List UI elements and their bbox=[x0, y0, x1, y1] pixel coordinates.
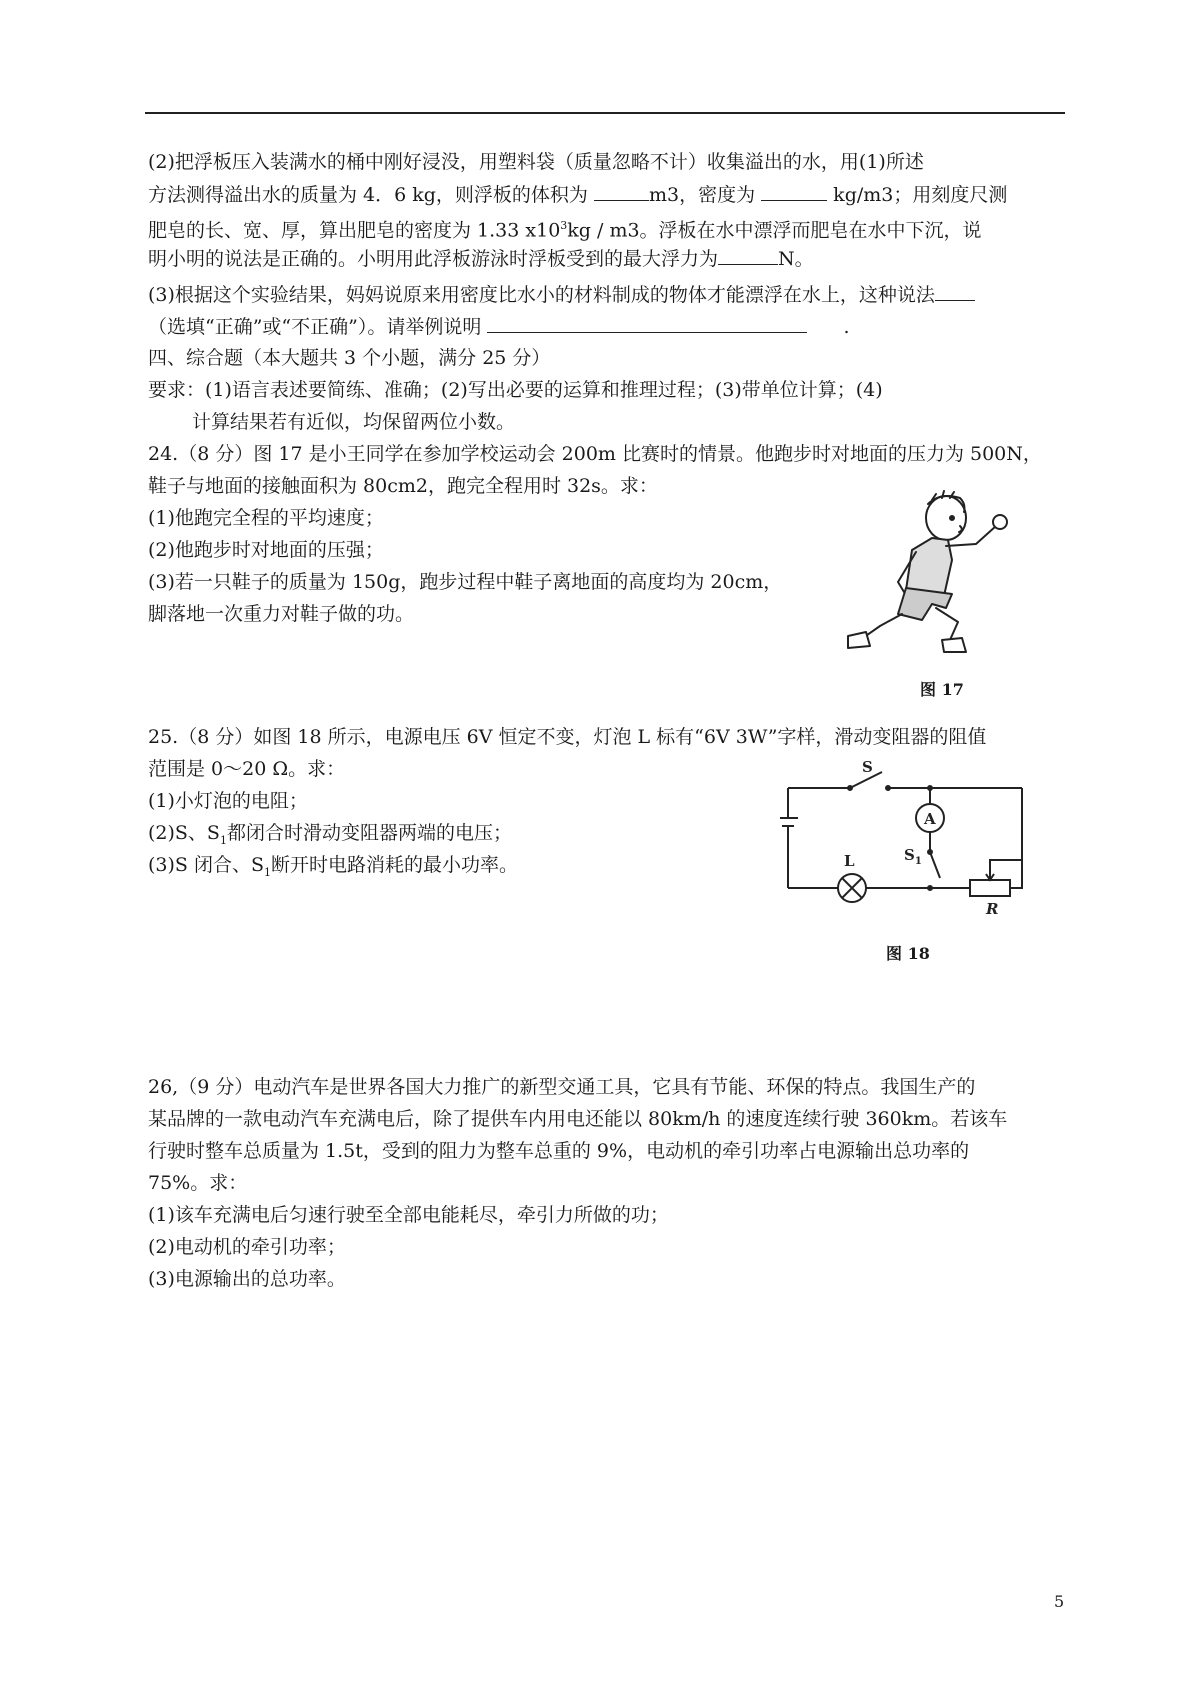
answer-blank-volume bbox=[594, 182, 649, 201]
circuit-label-s1: $S_1$ bbox=[904, 846, 922, 867]
section-requirements-1: 要求：(1)语言表述要简练、准确；(2)写出必要的运算和推理过程；(3)带单位计算；(4) bbox=[148, 379, 883, 401]
answer-blank-density bbox=[761, 182, 827, 201]
q26-line3: 行驶时整车总质量为 1.5t，受到的阻力为整车总重的 9%，电动机的牵引功率占电源输出总功率的 bbox=[148, 1140, 970, 1162]
q25-part1: (1)小灯泡的电阻； bbox=[148, 790, 308, 812]
circuit-label-r: R bbox=[986, 900, 999, 918]
q23-p3-line1: (3)根据这个实验结果，妈妈说原来用密度比水小的材料制成的物体才能漂浮在水上，这种说法 bbox=[148, 282, 975, 307]
header-rule bbox=[145, 112, 1065, 114]
circuit-diagram bbox=[780, 760, 1040, 930]
q23-p2-line2: 方法测得溢出水的质量为 4．6 kg，则浮板的体积为 m3，密度为 kg/m3；用刻度尺测 bbox=[148, 184, 1008, 206]
q25-line1: 25.（8 分）如图 18 所示，电源电压 6V 恒定不变，灯泡 L 标有“6V 3W”字样，滑动变阻器的阻值 bbox=[148, 726, 987, 748]
q23-p2-line1: (2)把浮板压入装满水的桶中刚好浸没，用塑料袋（质量忽略不计）收集溢出的水，用(1)所述 bbox=[148, 151, 924, 173]
answer-blank-buoyancy bbox=[718, 246, 778, 265]
figure-17-caption: 图 17 bbox=[920, 680, 964, 699]
q25-part2: (2)S、$S_1$都闭合时滑动变阻器两端的电压； bbox=[148, 822, 512, 847]
q24-line2: 鞋子与地面的接触面积为 80cm2，跑完全程用时 32s。求： bbox=[148, 475, 658, 497]
q26-line1: 26,（9 分）电动汽车是世界各国大力推广的新型交通工具，它具有节能、环保的特点。我国生产的 bbox=[148, 1076, 976, 1098]
q26-part2: (2)电动机的牵引功率； bbox=[148, 1236, 346, 1258]
runner-figure bbox=[840, 490, 1040, 660]
q24-line1: 24.（8 分）图 17 是小王同学在参加学校运动会 200m 比赛时的情景。他跑步时对地面的压力为 500N， bbox=[148, 443, 1042, 465]
q26-part3: (3)电源输出的总功率。 bbox=[148, 1268, 346, 1290]
q25-part3: (3)S 闭合、$S_1$断开时电路消耗的最小功率。 bbox=[148, 854, 519, 879]
q24-part2: (2)他跑步时对地面的压强； bbox=[148, 539, 384, 561]
q23-p2-line4: 明小明的说法是正确的。小明用此浮板游泳时浮板受到的最大浮力为 N。 bbox=[148, 248, 814, 270]
figure-18-caption: 图 18 bbox=[886, 944, 930, 963]
q26-part1: (1)该车充满电后匀速行驶至全部电能耗尽，牵引力所做的功； bbox=[148, 1204, 669, 1226]
q24-part4: 脚落地一次重力对鞋子做的功。 bbox=[148, 603, 415, 625]
answer-blank-example bbox=[487, 314, 807, 333]
section-requirements-2: 计算结果若有近似，均保留两位小数。 bbox=[192, 411, 516, 433]
q25-line2: 范围是 0～20 Ω。求： bbox=[148, 758, 346, 780]
q23-p3-line2: （选填“正确”或“不正确”）。请举例说明 . bbox=[148, 316, 850, 338]
answer-blank-judgement bbox=[935, 282, 975, 301]
section-title: 四、综合题（本大题共 3 个小题，满分 25 分） bbox=[148, 347, 551, 369]
circuit-label-l: L bbox=[844, 852, 855, 870]
q26-line4: 75%。求： bbox=[148, 1172, 248, 1194]
page-number: 5 bbox=[1054, 1592, 1065, 1611]
circuit-label-s: S bbox=[862, 760, 873, 776]
q26-line2: 某品牌的一款电动汽车充满电后，除了提供车内用电还能以 80km/h 的速度连续行驶 360km。若该车 bbox=[148, 1108, 1008, 1130]
q23-p2-line3: 肥皂的长、宽、厚，算出肥皂的密度为 1.33 $x10^3kg / m3$。浮板在水中漂浮而肥皂在水中下沉，说 bbox=[148, 219, 982, 242]
q24-part3: (3)若一只鞋子的质量为 150g，跑步过程中鞋子离地面的高度均为 20cm， bbox=[148, 571, 783, 593]
q24-part1: (1)他跑完全程的平均速度； bbox=[148, 507, 384, 529]
circuit-label-a: A bbox=[924, 810, 936, 828]
